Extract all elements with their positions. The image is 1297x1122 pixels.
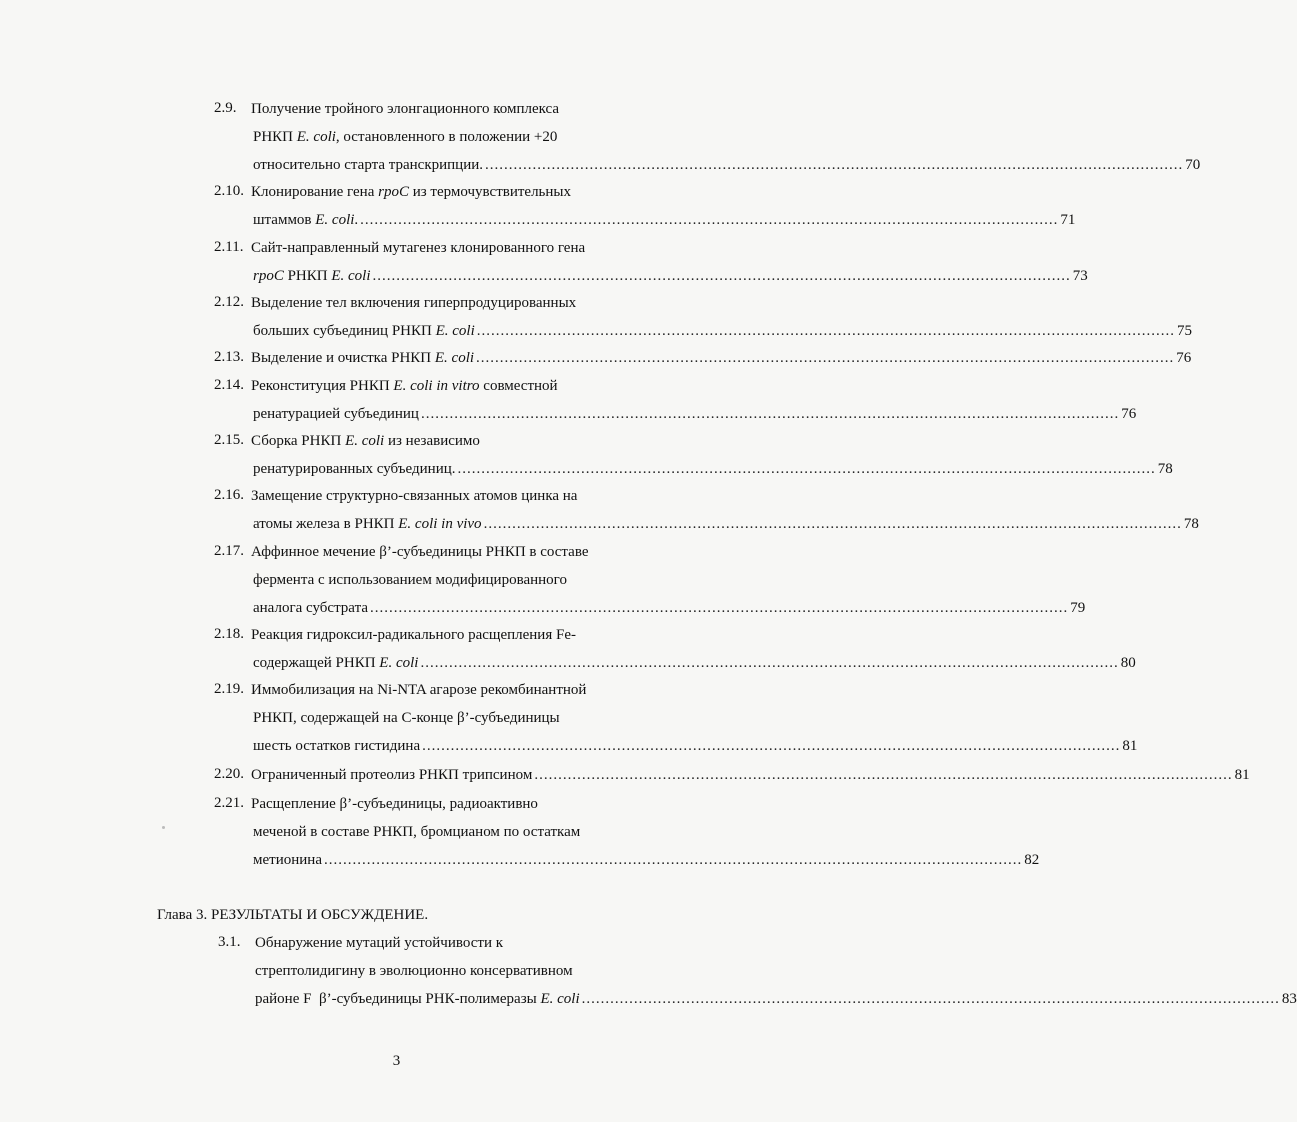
toc-page-number: 70 <box>1185 157 1201 173</box>
toc-number: 2.21. <box>214 795 244 811</box>
toc-number: 2.15. <box>214 432 244 448</box>
toc-title-line: Выделение тел включения гиперпродуцированных <box>251 295 577 311</box>
toc-title-line: РНКП E. coli, остановленного в положении +20 <box>253 129 558 145</box>
toc-number: 3.1. <box>218 934 241 950</box>
toc-last-line <box>253 851 1040 869</box>
leader-dots: ................................................................................................................................................... <box>476 350 1175 366</box>
leader-dots: ................................................................................................................................................... <box>323 852 1023 868</box>
toc-number: 2.20. <box>214 766 244 782</box>
toc-title-line: Ограниченный протеолиз РНКП трипсином <box>251 767 533 783</box>
leader-dots: ................................................................................................................................................... <box>420 406 1120 422</box>
toc-title-line: меченой в составе РНКП, бромцианом по остаткам <box>253 824 581 840</box>
toc-page-number: 80 <box>1120 655 1136 671</box>
toc-title-line: Сайт-направленный мутагенез клонированного гена <box>251 240 586 256</box>
toc-title-line: штаммов E. coli. <box>253 212 359 228</box>
toc-title-line: стрептолидигину в эволюционно консервативном <box>255 963 573 979</box>
chapter-heading[interactable]: Глава 3. РЕЗУЛЬТАТЫ И ОБСУЖДЕНИЕ. <box>157 907 429 923</box>
leader-dots: ................................................................................................................................................... <box>369 600 1069 616</box>
toc-last-line <box>253 322 1192 340</box>
toc-title-line: ренатурацией субъединиц <box>253 406 419 422</box>
leader-dots: ................................................................................................................................................... <box>485 157 1184 173</box>
toc-title-line: РНКП, содержащей на С-конце β’-субъединицы <box>253 710 560 726</box>
toc-page-number: 76 <box>1176 350 1192 366</box>
toc-title-line: атомы железа в РНКП E. coli in vivo <box>253 516 482 532</box>
toc-number: 2.17. <box>214 543 244 559</box>
toc-title-line: Расщепление β’-субъединицы, радиоактивно <box>251 796 538 812</box>
toc-page-number: 76 <box>1121 406 1137 422</box>
leader-dots: ................................................................................................................................................... <box>420 655 1119 671</box>
toc-title-line: метионина <box>253 852 322 868</box>
toc-last-line <box>253 515 1199 533</box>
leader-dots: ................................................................................................................................................... <box>534 767 1233 783</box>
toc-last-line <box>251 349 1192 367</box>
toc-last-line <box>253 460 1173 478</box>
leader-dots: ................................................................................................................................................... <box>476 323 1175 339</box>
toc-number: 2.9. <box>214 100 237 116</box>
toc-title-line: Аффинное мечение β’-субъединицы РНКП в составе <box>251 544 589 560</box>
leader-dots: ................................................................................................................................................... <box>483 516 1182 532</box>
toc-title-line: фермента с использованием модифицированного <box>253 572 567 588</box>
toc-last-line <box>253 599 1086 617</box>
toc-title-line: районе F β’-субъединицы РНК-полимеразы E. coli <box>255 991 580 1007</box>
toc-number: 2.13. <box>214 349 244 365</box>
toc-title-line: аналога субстрата <box>253 600 368 616</box>
leader-dots: ................................................................................................................................................... <box>360 212 1059 228</box>
toc-number: 2.11. <box>214 239 244 255</box>
toc-number: 2.10. <box>214 183 244 199</box>
toc-title-line: Получение тройного элонгационного комплекса <box>251 101 560 117</box>
toc-number: 2.14. <box>214 377 244 393</box>
toc-page-number: 75 <box>1176 323 1192 339</box>
toc-title-line: rpoC РНКП E. coli <box>253 268 371 284</box>
toc-title-line: содержащей РНКП E. coli <box>253 655 419 671</box>
toc-last-line <box>253 156 1201 174</box>
leader-dots: ................................................................................................................................................... <box>372 268 1071 284</box>
toc-page-number: 83 <box>1281 991 1297 1007</box>
toc-number: 2.16. <box>214 487 244 503</box>
toc-title-line: Обнаружение мутаций устойчивости к <box>255 935 504 951</box>
toc-page-number: 78 <box>1183 516 1199 532</box>
toc-title-line: Клонирование гена rpoC из термочувствительных <box>251 184 572 200</box>
toc-title-line: шесть остатков гистидина <box>253 738 421 754</box>
page-number: 3 <box>392 1053 401 1069</box>
leader-dots: ................................................................................................................................................... <box>457 461 1156 477</box>
toc-last-line <box>253 405 1137 423</box>
toc-last-line <box>253 267 1088 285</box>
toc-title-line: относительно старта транскрипции. <box>253 157 484 173</box>
scan-speck <box>162 826 165 829</box>
toc-last-line <box>251 766 1250 784</box>
leader-dots: ................................................................................................................................................... <box>422 738 1121 754</box>
toc-last-line <box>253 654 1136 672</box>
toc-last-line <box>253 211 1076 229</box>
toc-page-number: 82 <box>1024 852 1040 868</box>
toc-number: 2.19. <box>214 681 244 697</box>
toc-page-number: 71 <box>1060 212 1076 228</box>
toc-title-line: Реакция гидроксил-радикального расщепления Fe- <box>251 627 576 643</box>
toc-title-line: ренатурированных субъединиц. <box>253 461 456 477</box>
toc-page-number: 81 <box>1234 767 1250 783</box>
toc-number: 2.18. <box>214 626 244 642</box>
toc-page-number: 81 <box>1122 738 1138 754</box>
toc-title-line: Замещение структурно-связанных атомов цинка на <box>251 488 578 504</box>
toc-title-line: Выделение и очистка РНКП E. coli <box>251 350 475 366</box>
toc-last-line <box>255 990 1297 1008</box>
toc-page-number: 78 <box>1157 461 1173 477</box>
toc-page-number: 73 <box>1072 268 1088 284</box>
toc-title-line: Иммобилизация на Ni-NTA агарозе рекомбинантной <box>251 682 587 698</box>
toc-title-line: Сборка РНКП E. coli из независимо <box>251 433 480 449</box>
toc-page-number: 79 <box>1070 600 1086 616</box>
toc-title-line: больших субъединиц РНКП E. coli <box>253 323 475 339</box>
toc-title-line: Реконституция РНКП E. coli in vitro совместной <box>251 378 558 394</box>
toc-last-line <box>253 737 1138 755</box>
leader-dots: ................................................................................................................................................... <box>581 991 1280 1007</box>
toc-number: 2.12. <box>214 294 244 310</box>
